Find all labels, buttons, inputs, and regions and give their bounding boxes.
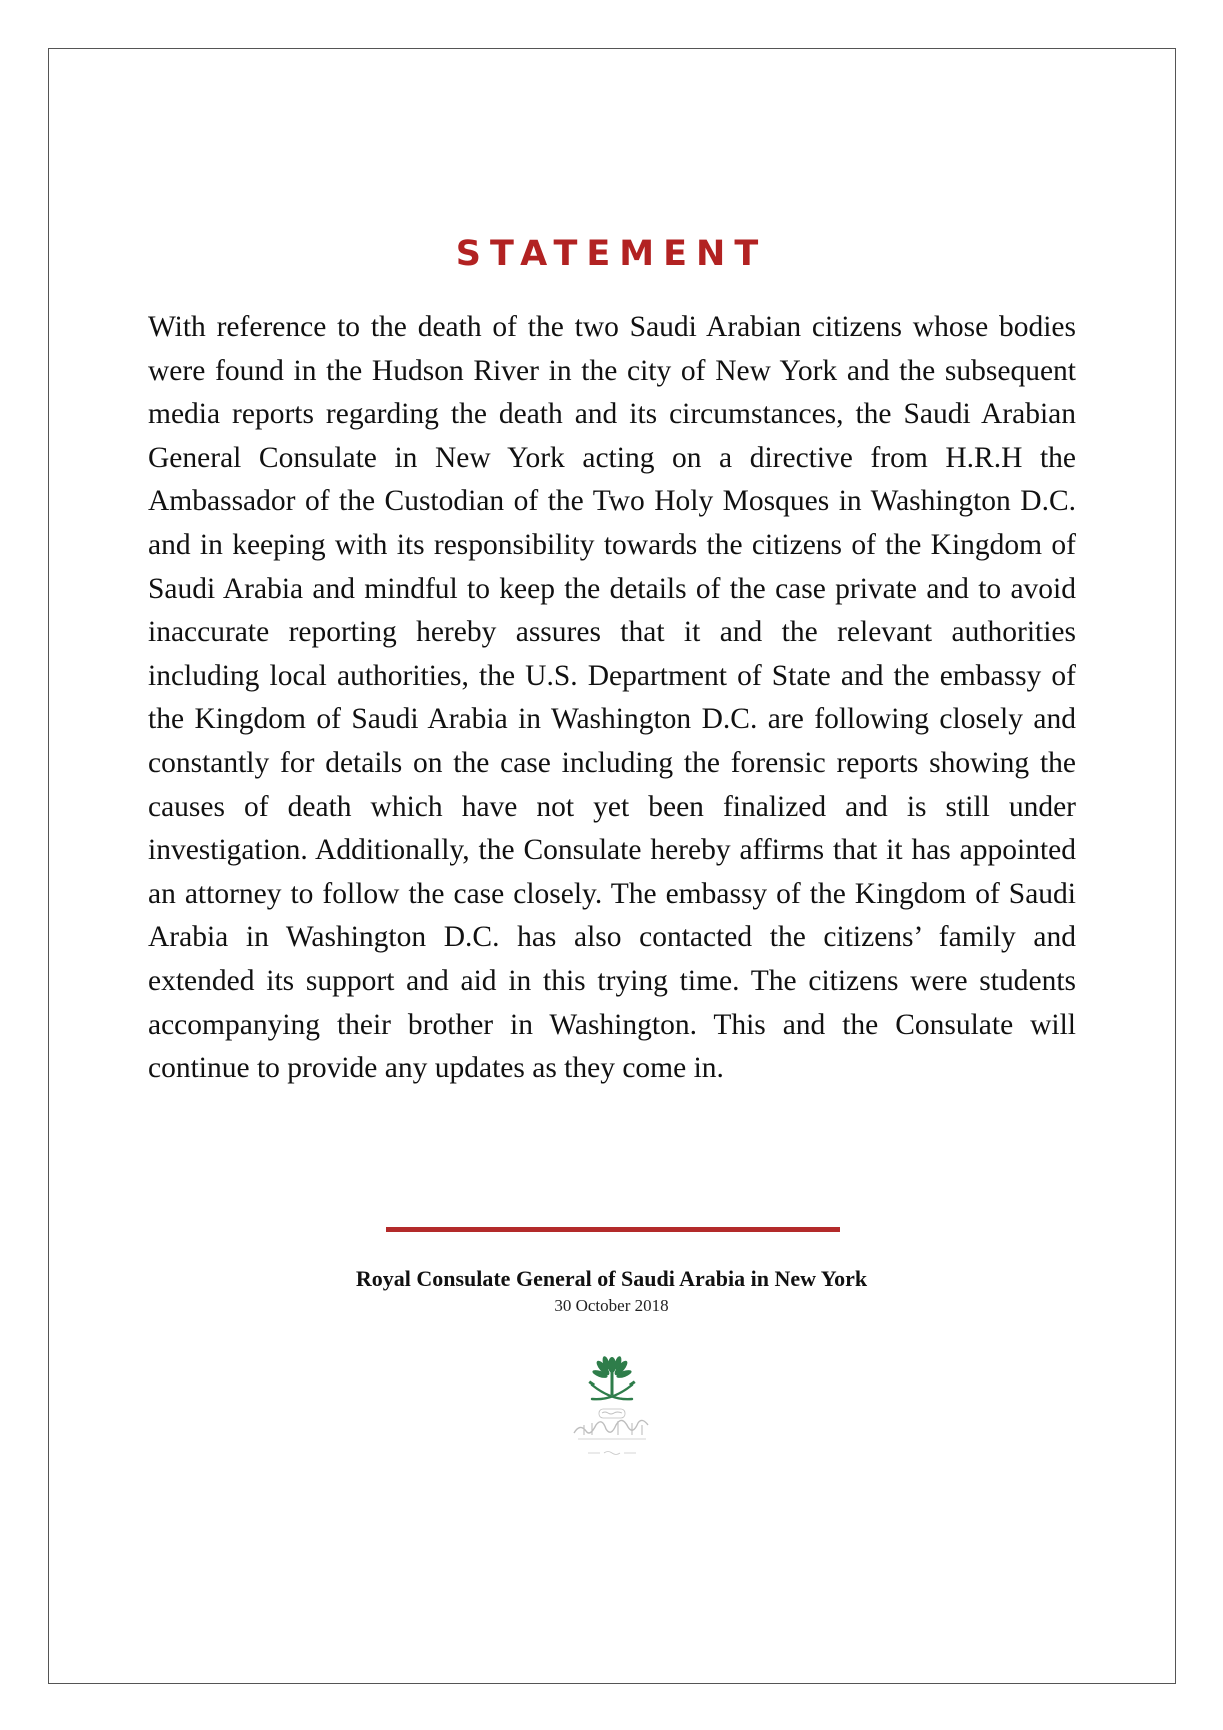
signatory: Royal Consulate General of Saudi Arabia in New York [355,1266,868,1291]
statement-title: STATEMENT [455,234,768,274]
calligraphy-seal [574,1409,648,1455]
saudi-emblem-icon [562,1355,662,1465]
statement-body: With reference to the death of the two Saudi Arabian citizens whose bodies were found in the Hudson River in the city of New York and the subsequent media reports regarding the death and its circumstances, the Saudi Arabian General Consulate in New York acting on a directive from H.R.H the Ambassador of the Custodian of the Two Holy Mosques in Washington D.C. and in keeping with its responsibility towards the citizens of the Kingdom of Saudi Arabia and mindful to keep the details of the case private and to avoid inaccurate reporting hereby assures that it and the relevant authorities including local authorities, the U.S. Department of State and the embassy of the Kingdom of Saudi Arabia in Washington D.C. are following closely and constantly for details on the case including the forensic reports showing the causes of death which have not yet been finalized and is still under investigation. Additionally, the Consulate hereby affirms that it has appointed an attorney to follow the case closely. The embassy of the Kingdom of Saudi Arabia in Washington D.C. has also contacted the citizens’ family and extended its support and aid in this trying time. The citizens were students accompanying their brother in Washington. This and the Consulate will continue to provide any updates as they come in. [148,311,1076,1085]
statement-date: 30 October 2018 [554,1296,669,1315]
red-divider [386,1227,840,1232]
